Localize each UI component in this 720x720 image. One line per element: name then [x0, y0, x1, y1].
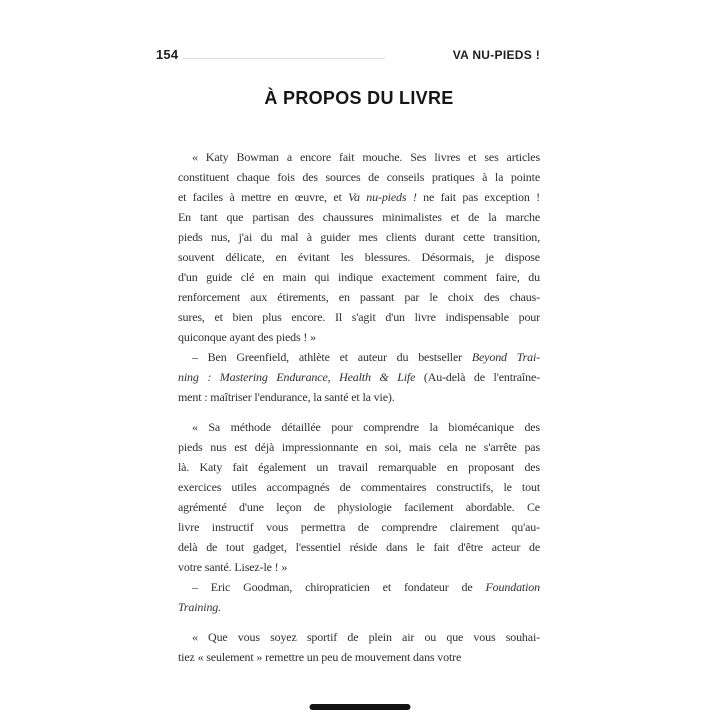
text-segment: – Ben Greenfield, athlète et auteur du bestseller [192, 350, 472, 364]
text-segment: d'un guide clé en main qui indique exactement comment faire, du [178, 270, 540, 284]
text-line [178, 437, 540, 457]
text-segment: souvent délicate, en évitant les blessures. Désormais, je dispose [178, 250, 540, 264]
italic-text-segment: Beyond Trai- [471, 350, 540, 364]
paragraph [178, 417, 540, 577]
section-title: À PROPOS DU LIVRE [264, 88, 454, 108]
text-line [178, 627, 540, 647]
text-segment: delà de tout gadget, l'essentiel réside dans le fait d'être acteur de [178, 540, 540, 554]
text-segment: « Katy Bowman a encore fait mouche. Ses livres et ses articles [192, 150, 540, 164]
text-line [178, 597, 540, 617]
text-line [178, 497, 540, 517]
text-segment: renforcement aux étirements, en passant par le choix des chaus- [178, 290, 540, 304]
paragraph [178, 577, 540, 617]
page-header [156, 47, 540, 62]
text-segment: tiez « seulement » remettre un peu de mouvement dans votre [178, 650, 462, 664]
text-line [178, 367, 540, 387]
running-title: VA NU-PIEDS ! [452, 48, 540, 62]
text-segment: – Eric Goodman, chiropraticien et fondateur de [192, 580, 486, 594]
paragraph [178, 347, 540, 407]
text-segment: livre instructif vous permettra de comprendre clairement qu'au- [178, 520, 540, 534]
text-line [178, 417, 540, 437]
home-indicator-bar[interactable] [310, 704, 411, 710]
text-segment: ne fait pas exception ! [416, 190, 540, 204]
text-line [178, 327, 540, 347]
text-line [178, 167, 540, 187]
text-line [178, 557, 540, 577]
text-line [178, 247, 540, 267]
text-segment: « Sa méthode détaillée pour comprendre la biomécanique des [192, 420, 540, 434]
text-segment: votre santé. Lisez-le ! » [178, 560, 288, 574]
text-line [178, 647, 540, 667]
paragraph [178, 627, 540, 667]
text-line [178, 227, 540, 247]
italic-text-segment: ning : Mastering Endurance, Health & Life [178, 370, 416, 384]
page-number: 154 [156, 47, 179, 62]
text-segment: sures, et bien plus encore. Il s'agit d'un livre indispensable pour [178, 310, 540, 324]
text-line [178, 187, 540, 207]
text-line [178, 307, 540, 327]
body-text [178, 147, 540, 667]
italic-text-segment: Foundation [485, 580, 540, 594]
text-segment: exercices utiles accompagnés de commentaires constructifs, le tout [178, 480, 540, 494]
text-segment: En tant que partisan des chaussures minimalistes et de la marche [178, 210, 540, 224]
text-segment: agrémenté d'une leçon de physiologie facilement abordable. Ce [178, 500, 540, 514]
text-segment: ment : maîtriser l'endurance, la santé et la vie). [178, 390, 395, 404]
text-line [178, 457, 540, 477]
text-segment: là. Katy fait également un travail remarquable en proposant des [178, 460, 540, 474]
text-line [178, 387, 540, 407]
text-segment: quiconque ayant des pieds ! » [178, 330, 316, 344]
text-line [178, 577, 540, 597]
italic-text-segment: Va nu-pieds ! [348, 190, 417, 204]
text-segment: pieds nus est déjà impressionnante en soi, mais cela ne s'arrête pas [178, 440, 540, 454]
paragraph [178, 147, 540, 347]
text-segment: et faciles à mettre en œuvre, et [178, 190, 349, 204]
header-rule [183, 58, 385, 59]
text-line [178, 147, 540, 167]
text-segment: pieds nus, j'ai du mal à guider mes clients durant cette transition, [178, 230, 540, 244]
text-line [178, 267, 540, 287]
italic-text-segment: Training. [178, 600, 221, 614]
text-line [178, 207, 540, 227]
text-line [178, 477, 540, 497]
text-segment: constituent chaque fois des sources de conseils pratiques à la pointe [178, 170, 540, 184]
text-line [178, 287, 540, 307]
text-segment: « Que vous soyez sportif de plein air ou que vous souhai- [192, 630, 540, 644]
text-line [178, 537, 540, 557]
text-line [178, 517, 540, 537]
text-line [178, 347, 540, 367]
text-segment: (Au-delà de l'entraîne- [415, 370, 540, 384]
